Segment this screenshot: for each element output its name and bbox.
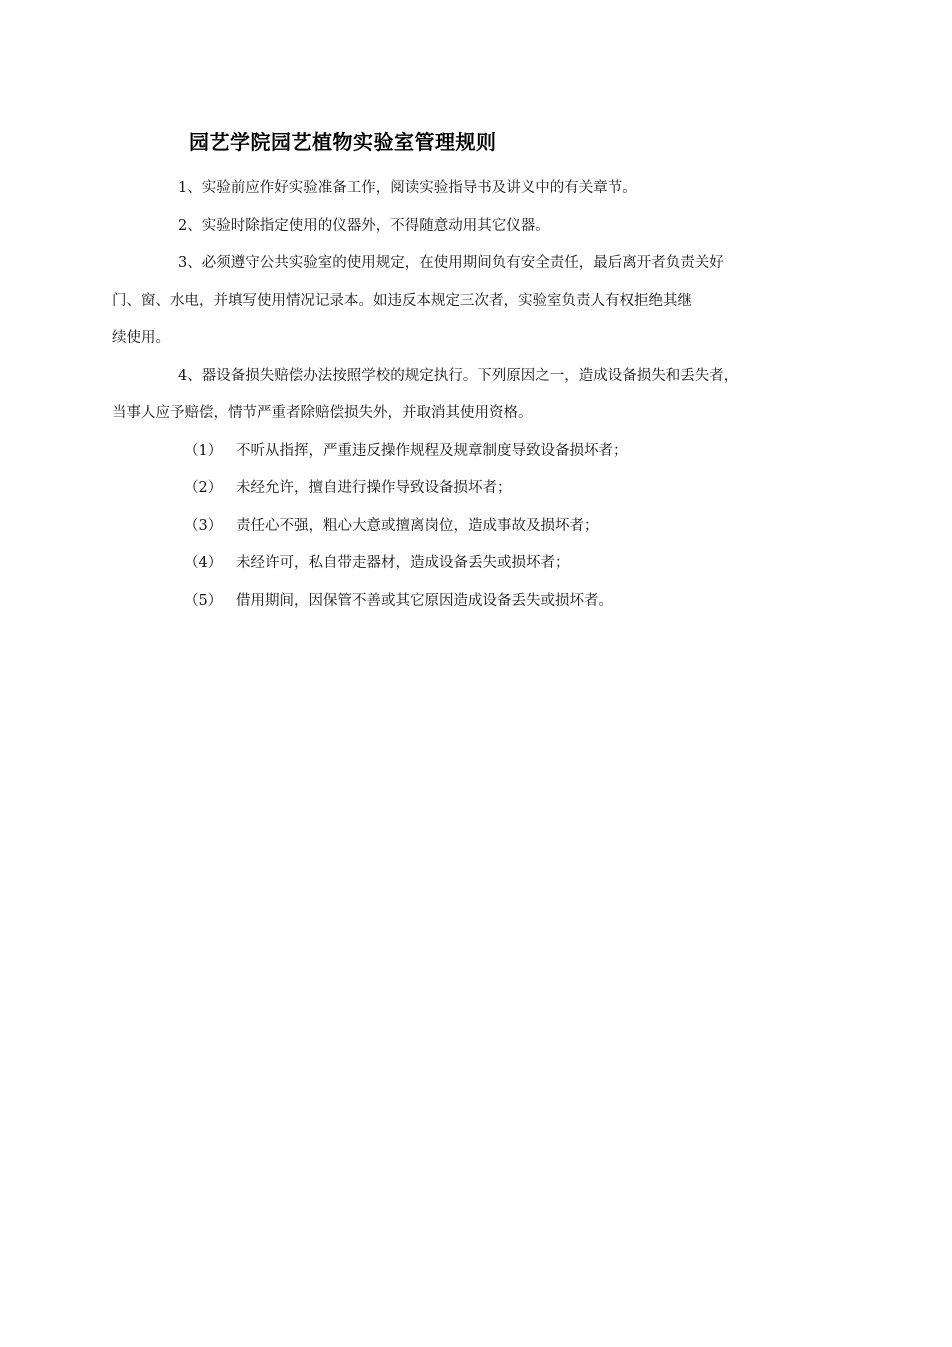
rule-line: 3、必须遵守公共实验室的使用规定，在使用期间负有安全责任，最后离开者负责关好 <box>178 255 724 271</box>
rule-line: 1、实验前应作好实验准备工作，阅读实验指导书及讲义中的有关章节。 <box>178 180 637 196</box>
rule-line: 4、器设备损失赔偿办法按照学校的规定执行。下列原因之一，造成设备损失和丢失者， <box>178 367 739 384</box>
rule-line: 续使用。 <box>112 330 170 346</box>
item-number: （4） <box>184 555 223 571</box>
rule-4 <box>112 358 813 433</box>
list-item <box>145 470 813 508</box>
list-item <box>145 433 813 471</box>
item-text: 未经允许，擅自进行操作导致设备损坏者； <box>236 480 512 496</box>
item-text: 借用期间，因保管不善或其它原因造成设备丢失或损坏者。 <box>236 592 613 609</box>
item-text: 未经许可，私自带走器材，造成设备丢失或损坏者； <box>236 555 570 571</box>
list-item <box>145 508 813 546</box>
item-number: （1） <box>184 442 223 459</box>
rule-line: 门、窗、水电，并填写使用情况记录本。如违反本规定三次者，实验室负责人有权拒绝其继 <box>112 292 692 309</box>
rule-line: 2、实验时除指定使用的仪器外，不得随意动用其它仪器。 <box>178 217 550 234</box>
item-text: 责任心不强，粗心大意或擅离岗位，造成事故及损坏者； <box>236 517 599 534</box>
rule-1 <box>145 170 813 208</box>
rule-3 <box>112 245 813 358</box>
rules-body <box>112 170 813 620</box>
item-text: 不听从指挥，严重违反操作规程及规章制度导致设备损坏者； <box>236 442 628 459</box>
rule-line: 当事人应予赔偿，情节严重者除赔偿损失外，并取消其使用资格。 <box>112 405 533 421</box>
item-number: （5） <box>184 592 223 609</box>
list-item <box>145 545 813 583</box>
document-title: 园艺学院园艺植物实验室管理规则 <box>189 130 497 154</box>
item-number: （3） <box>184 517 223 534</box>
list-item <box>145 583 813 621</box>
rule-2 <box>145 208 813 246</box>
item-number: （2） <box>184 480 223 496</box>
